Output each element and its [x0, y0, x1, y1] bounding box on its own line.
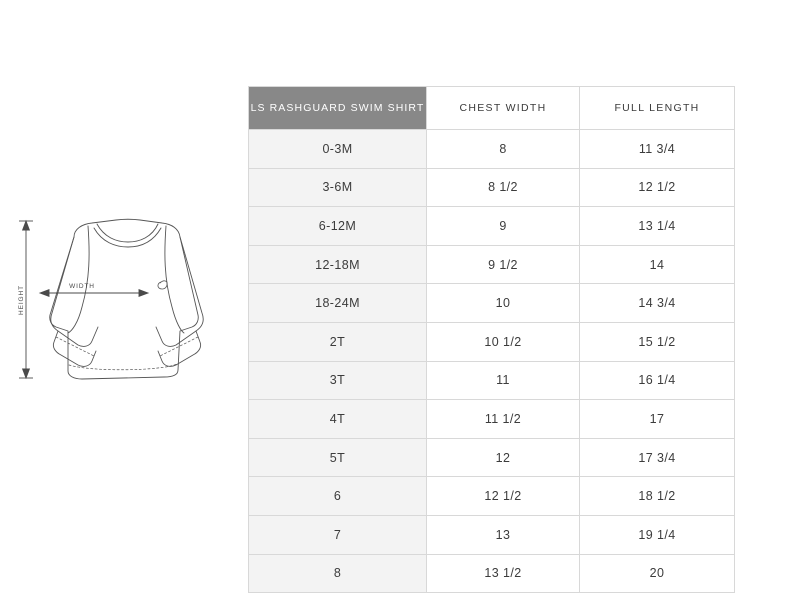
cell-chest-width: 11 1/2	[427, 400, 580, 439]
cell-size: 4T	[249, 400, 427, 439]
table-row	[249, 515, 735, 554]
cell-chest-width: 9	[427, 207, 580, 246]
cell-size: 0-3M	[249, 130, 427, 169]
garment-diagram	[12, 215, 244, 400]
table-row	[249, 361, 735, 400]
column-header-full-length: FULL LENGTH	[580, 87, 735, 130]
size-chart-table	[248, 86, 735, 593]
cell-size: 7	[249, 515, 427, 554]
cell-full-length: 12 1/2	[580, 168, 735, 207]
cell-full-length: 17	[580, 400, 735, 439]
cell-full-length: 20	[580, 554, 735, 593]
cell-chest-width: 10 1/2	[427, 322, 580, 361]
cell-size: 2T	[249, 322, 427, 361]
table-row	[249, 207, 735, 246]
table-row	[249, 168, 735, 207]
cell-size: 18-24M	[249, 284, 427, 323]
cell-size: 3-6M	[249, 168, 427, 207]
left-cuff-stitch	[56, 337, 94, 356]
cell-full-length: 11 3/4	[580, 130, 735, 169]
width-label: WIDTH	[69, 283, 95, 290]
cell-size: 12-18M	[249, 245, 427, 284]
cell-chest-width: 8 1/2	[427, 168, 580, 207]
table-row	[249, 554, 735, 593]
table-header-row	[249, 87, 735, 130]
cell-chest-width: 13 1/2	[427, 554, 580, 593]
cell-chest-width: 11	[427, 361, 580, 400]
cell-full-length: 13 1/4	[580, 207, 735, 246]
left-sleeve	[51, 237, 98, 346]
cell-full-length: 17 3/4	[580, 438, 735, 477]
cell-size: 6	[249, 477, 427, 516]
table-row	[249, 438, 735, 477]
table-row	[249, 477, 735, 516]
neckline-inner	[94, 228, 161, 247]
shirt-line-drawing	[12, 215, 244, 400]
cell-chest-width: 8	[427, 130, 580, 169]
cell-size: 5T	[249, 438, 427, 477]
cell-chest-width: 9 1/2	[427, 245, 580, 284]
cell-full-length: 18 1/2	[580, 477, 735, 516]
cell-chest-width: 12 1/2	[427, 477, 580, 516]
table-row	[249, 400, 735, 439]
neckline-outer	[97, 224, 158, 242]
hem-stitch	[69, 364, 177, 370]
cell-full-length: 16 1/4	[580, 361, 735, 400]
cell-full-length: 15 1/2	[580, 322, 735, 361]
table-row	[249, 322, 735, 361]
right-sleeve	[156, 237, 203, 346]
height-label: HEIGHT	[18, 285, 25, 315]
cell-size: 8	[249, 554, 427, 593]
table-row	[249, 245, 735, 284]
column-header-chest-width: CHEST WIDTH	[427, 87, 580, 130]
cell-full-length: 14	[580, 245, 735, 284]
cell-chest-width: 12	[427, 438, 580, 477]
column-header-product: LS RASHGUARD SWIM SHIRT	[249, 87, 427, 130]
cell-full-length: 19 1/4	[580, 515, 735, 554]
cell-size: 3T	[249, 361, 427, 400]
cell-chest-width: 10	[427, 284, 580, 323]
left-cuff	[53, 331, 96, 366]
table-row	[249, 284, 735, 323]
cell-full-length: 14 3/4	[580, 284, 735, 323]
left-armhole-seam	[68, 226, 89, 333]
table-row	[249, 130, 735, 169]
cell-size: 6-12M	[249, 207, 427, 246]
chest-logo-icon	[158, 281, 167, 289]
cell-chest-width: 13	[427, 515, 580, 554]
